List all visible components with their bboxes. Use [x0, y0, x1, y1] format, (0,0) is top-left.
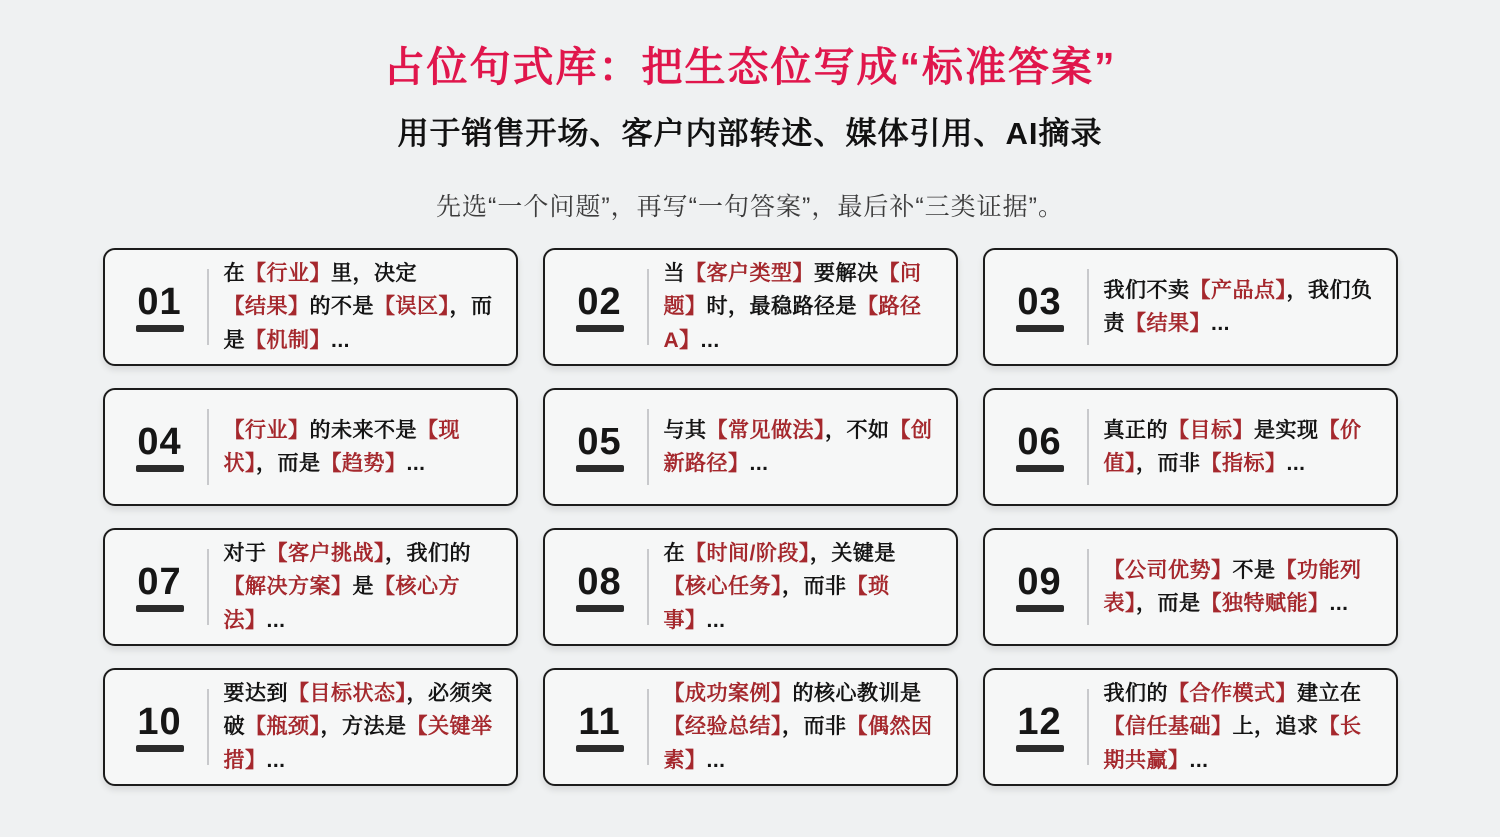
sentence-text: ，必须突破	[223, 681, 493, 739]
highlight-placeholder: 【客户类型】	[685, 261, 814, 285]
card-number-block	[125, 420, 195, 472]
sentence-card	[103, 248, 518, 366]
sentence-text: ，关键是	[809, 541, 896, 565]
card-number-underline	[1016, 745, 1064, 752]
sentence-text: 建立在	[1297, 681, 1362, 705]
card-number-underline	[576, 325, 624, 332]
card-number: 06	[1017, 420, 1062, 463]
card-divider	[647, 689, 649, 765]
card-number-underline	[576, 745, 624, 752]
highlight-placeholder: 【独特赋能】	[1200, 592, 1330, 616]
sentence-text: ，方法是	[320, 715, 407, 739]
sentence-card	[543, 528, 958, 646]
highlight-placeholder: 【公司优势】	[1103, 558, 1233, 582]
card-sentence	[1104, 554, 1378, 621]
highlight-placeholder: 【琐事】	[663, 575, 890, 633]
sentence-text: ...	[266, 749, 286, 773]
highlight-placeholder: 【价值】	[1103, 418, 1362, 476]
card-number-block	[565, 560, 635, 612]
card-divider	[207, 269, 209, 345]
sentence-text: ，我们负责	[1103, 278, 1373, 336]
highlight-placeholder: 【功能列表】	[1103, 558, 1362, 616]
highlight-placeholder: 【现状】	[223, 418, 460, 476]
highlight-placeholder: 【核心方法】	[223, 575, 460, 633]
highlight-placeholder: 【结果】	[1125, 312, 1211, 336]
highlight-placeholder: 【客户挑战】	[266, 541, 385, 565]
card-number: 04	[137, 420, 182, 463]
sentence-text: ...	[266, 609, 286, 633]
highlight-placeholder: 【时间/阶段】	[685, 541, 810, 565]
card-sentence	[664, 257, 938, 358]
card-number-block	[565, 420, 635, 472]
highlight-placeholder: 【经验总结】	[663, 715, 782, 739]
highlight-placeholder: 【核心任务】	[663, 575, 782, 599]
card-number-block	[1005, 280, 1075, 332]
sentence-text: 上，追求	[1232, 715, 1319, 739]
sentence-text: ...	[331, 329, 351, 353]
highlight-placeholder: 【机制】	[245, 329, 331, 353]
sentence-card	[103, 668, 518, 786]
card-number-block	[125, 280, 195, 332]
card-sentence	[1104, 677, 1378, 778]
card-sentence	[1104, 274, 1378, 341]
highlight-placeholder: 【信任基础】	[1103, 715, 1233, 739]
sentence-text: 真正的	[1103, 418, 1168, 442]
card-number: 02	[577, 280, 622, 323]
sentence-text: ，而是	[1136, 592, 1201, 616]
card-number: 07	[137, 560, 182, 603]
highlight-placeholder: 【行业】	[245, 261, 331, 285]
card-number-block	[565, 280, 635, 332]
card-number-underline	[1016, 605, 1064, 612]
sentence-text: 的未来不是	[309, 418, 417, 442]
highlight-placeholder: 【常见做法】	[706, 418, 825, 442]
card-divider	[647, 549, 649, 625]
card-number-underline	[136, 605, 184, 612]
highlight-placeholder: 【偶然因素】	[663, 715, 933, 773]
sentence-text: 在	[223, 261, 245, 285]
sentence-text: 我们的	[1103, 681, 1168, 705]
highlight-placeholder: 【问题】	[663, 261, 922, 319]
sentence-card	[983, 668, 1398, 786]
card-sentence	[1104, 414, 1378, 481]
card-grid	[0, 248, 1500, 786]
sentence-card	[543, 388, 958, 506]
sentence-text: 的不是	[309, 295, 374, 319]
card-number-block	[1005, 560, 1075, 612]
card-divider	[1087, 689, 1089, 765]
card-divider	[207, 409, 209, 485]
card-sentence	[224, 257, 498, 358]
highlight-placeholder: 【关键举措】	[223, 715, 493, 773]
card-number-block	[1005, 420, 1075, 472]
card-sentence	[224, 414, 498, 481]
card-number-underline	[576, 605, 624, 612]
highlight-placeholder: 【行业】	[223, 418, 310, 442]
card-divider	[207, 689, 209, 765]
highlight-placeholder: 【创新路径】	[663, 418, 933, 476]
card-sentence	[664, 414, 938, 481]
sentence-text: ...	[406, 452, 426, 476]
card-number-block	[565, 700, 635, 752]
card-divider	[207, 549, 209, 625]
sentence-text: ，而是	[256, 452, 321, 476]
sentence-text: ，我们的	[385, 541, 471, 565]
card-number-block	[125, 560, 195, 612]
card-divider	[1087, 409, 1089, 485]
sentence-text: ...	[1211, 312, 1231, 336]
sentence-text: ，而是	[223, 295, 493, 353]
highlight-placeholder: 【长期共赢】	[1103, 715, 1362, 773]
sentence-text: ...	[700, 329, 720, 353]
card-divider	[647, 269, 649, 345]
sentence-text: ...	[749, 452, 769, 476]
highlight-placeholder: 【合作模式】	[1168, 681, 1297, 705]
card-divider	[647, 409, 649, 485]
sentence-text: ...	[1286, 452, 1306, 476]
card-number: 10	[137, 700, 182, 743]
sentence-card	[983, 388, 1398, 506]
card-number-underline	[1016, 325, 1064, 332]
sentence-text: 是实现	[1254, 418, 1319, 442]
sentence-text: 当	[663, 261, 685, 285]
card-sentence	[224, 677, 498, 778]
card-number: 12	[1017, 700, 1062, 743]
highlight-placeholder: 【指标】	[1200, 452, 1287, 476]
page-subtitle: 用于销售开场、客户内部转述、媒体引用、AI摘录	[397, 116, 1103, 152]
page-title: 占位句式库：把生态位写成“标准答案”	[383, 44, 1117, 90]
highlight-placeholder: 【产品点】	[1189, 278, 1287, 302]
highlight-placeholder: 【目标】	[1168, 418, 1254, 442]
sentence-text: 时，最稳路径是	[706, 295, 857, 319]
card-sentence	[224, 537, 498, 638]
page-tagline: 先选“一个问题”，再写“一句答案”，最后补“三类证据”。	[436, 193, 1064, 222]
highlight-placeholder: 【瓶颈】	[245, 715, 321, 739]
sentence-text: ...	[706, 609, 726, 633]
card-sentence	[664, 677, 938, 778]
sentence-text: 要解决	[814, 261, 879, 285]
sentence-text: 里，决定	[331, 261, 417, 285]
sentence-card	[983, 528, 1398, 646]
highlight-placeholder: 【目标状态】	[288, 681, 407, 705]
card-number-underline	[136, 745, 184, 752]
card-sentence	[664, 537, 938, 638]
card-number: 11	[578, 700, 621, 743]
sentence-text: 要达到	[223, 681, 288, 705]
card-number: 08	[577, 560, 622, 603]
sentence-text: ，而非	[1136, 452, 1201, 476]
sentence-text: ，不如	[825, 418, 890, 442]
card-divider	[1087, 549, 1089, 625]
card-number-underline	[1016, 465, 1064, 472]
sentence-text: ...	[1329, 592, 1349, 616]
card-number: 01	[137, 280, 182, 323]
card-number-underline	[136, 325, 184, 332]
card-number-underline	[136, 465, 184, 472]
card-number-block	[125, 700, 195, 752]
sentence-card	[543, 248, 958, 366]
sentence-card	[103, 388, 518, 506]
highlight-placeholder: 【趋势】	[320, 452, 407, 476]
sentence-text: ，而非	[782, 575, 847, 599]
sentence-text: 的核心教训是	[792, 681, 922, 705]
sentence-text: 与其	[663, 418, 707, 442]
card-number-block	[1005, 700, 1075, 752]
sentence-text: 不是	[1232, 558, 1276, 582]
sentence-text: 在	[663, 541, 685, 565]
sentence-text: ...	[706, 749, 726, 773]
sentence-card	[103, 528, 518, 646]
highlight-placeholder: 【成功案例】	[663, 681, 793, 705]
highlight-placeholder: 【路径A】	[663, 295, 922, 353]
card-number: 05	[577, 420, 622, 463]
highlight-placeholder: 【结果】	[223, 295, 310, 319]
card-divider	[1087, 269, 1089, 345]
sentence-text: ，而非	[782, 715, 847, 739]
sentence-text: ...	[1189, 749, 1209, 773]
card-number-underline	[576, 465, 624, 472]
sentence-text: 是	[352, 575, 374, 599]
sentence-text: 对于	[223, 541, 267, 565]
sentence-card	[543, 668, 958, 786]
sentence-card	[983, 248, 1398, 366]
highlight-placeholder: 【误区】	[374, 295, 450, 319]
card-number: 03	[1017, 280, 1062, 323]
sentence-text: 我们不卖	[1103, 278, 1190, 302]
highlight-placeholder: 【解决方案】	[223, 575, 353, 599]
card-number: 09	[1017, 560, 1062, 603]
